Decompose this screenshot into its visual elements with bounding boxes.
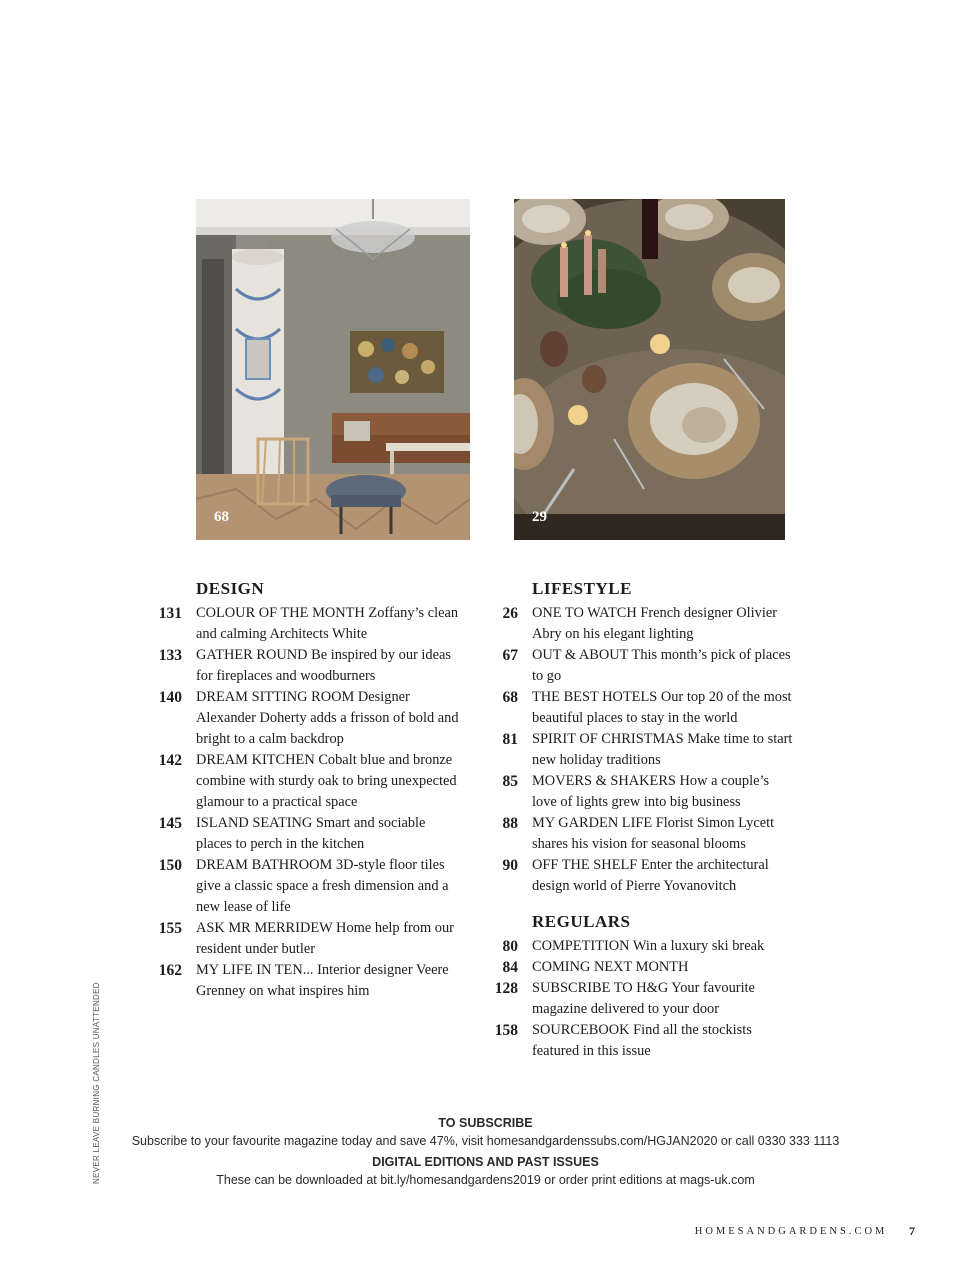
entry-text: GATHER ROUND Be inspired by our ideas for fireplaces and woodburners	[196, 647, 452, 684]
contents-entry[interactable]	[140, 603, 460, 645]
page-number: 7	[909, 1224, 915, 1238]
contents-entry[interactable]	[476, 771, 796, 813]
entry-text: OUT & ABOUT This month’s pick of places to go	[532, 647, 791, 684]
entry-page-number: 140	[158, 689, 182, 706]
digital-text: These can be downloaded at bit.ly/homesandgardens2019 or order print editions at mags-uk.com	[216, 1173, 755, 1187]
entry-page-number: 145	[158, 815, 182, 832]
subscribe-text: Subscribe to your favourite magazine today and save 47%, visit homesandgardenssubs.com/HGJAN2020 or call 0330 333 1113	[131, 1134, 840, 1148]
digital-editions-block	[0, 1153, 971, 1189]
entry-page-number: 142	[158, 752, 182, 769]
entry-page-number: 133	[158, 647, 182, 664]
regulars-entries	[476, 936, 796, 1062]
design-entries	[140, 603, 460, 1002]
entry-text: SOURCEBOOK Find all the stockists featured in this issue	[532, 1022, 752, 1059]
entry-text: THE BEST HOTELS Our top 20 of the most beautiful places to stay in the world	[532, 689, 792, 726]
christmas-table-illustration	[514, 199, 785, 540]
lifestyle-regulars-section	[476, 578, 796, 1062]
entry-text: OFF THE SHELF Enter the architectural design world of Pierre Yovanovitch	[532, 857, 769, 894]
entry-page-number: 81	[502, 731, 518, 748]
entry-page-number: 68	[502, 689, 518, 706]
contents-entry[interactable]	[476, 936, 796, 957]
entry-text: MOVERS & SHAKERS How a couple’s love of lights grew into big business	[532, 773, 770, 810]
contents-entry[interactable]	[140, 960, 460, 1002]
entry-page-number: 84	[502, 959, 518, 976]
entry-text: COLOUR OF THE MONTH Zoffany’s clean and calming Architects White	[196, 605, 459, 642]
contents-entry[interactable]	[140, 645, 460, 687]
entry-page-number: 150	[158, 857, 182, 874]
photo-page-number: 29	[532, 509, 547, 525]
contents-entry[interactable]	[476, 978, 796, 1020]
footer-site-url[interactable]: HOMESANDGARDENS.COM	[694, 1226, 888, 1237]
entry-text: DREAM SITTING ROOM Designer Alexander Doherty adds a frisson of bold and bright to a calm backdrop	[196, 689, 459, 747]
living-room-photo	[196, 199, 470, 540]
contents-entry[interactable]	[140, 855, 460, 918]
entry-page-number: 88	[502, 815, 518, 832]
entry-page-number: 131	[158, 605, 182, 622]
entry-text: SPIRIT OF CHRISTMAS Make time to start new holiday traditions	[532, 731, 793, 768]
contents-entry[interactable]	[476, 729, 796, 771]
digital-heading: DIGITAL EDITIONS AND PAST ISSUES	[372, 1155, 599, 1169]
entry-text: ISLAND SEATING Smart and sociable places to perch in the kitchen	[196, 815, 426, 852]
section-heading-regulars: REGULARS	[532, 912, 631, 931]
entry-text: MY GARDEN LIFE Florist Simon Lycett shares his vision for seasonal blooms	[532, 815, 775, 852]
contents-entry[interactable]	[476, 813, 796, 855]
lifestyle-entries	[476, 603, 796, 897]
entry-page-number: 85	[502, 773, 518, 790]
living-room-illustration	[196, 199, 470, 540]
contents-entry[interactable]	[140, 750, 460, 813]
contents-entry[interactable]	[476, 687, 796, 729]
candle-warning-note: NEVER LEAVE BURNING CANDLES UNATTENDED	[92, 982, 101, 1184]
entry-text: ASK MR MERRIDEW Home help from our resident under butler	[196, 920, 454, 957]
contents-entry[interactable]	[476, 603, 796, 645]
contents-entry[interactable]	[140, 813, 460, 855]
entry-page-number: 158	[494, 1022, 518, 1039]
entry-text: COMING NEXT MONTH	[532, 959, 689, 975]
entry-page-number: 90	[502, 857, 518, 874]
entry-page-number: 162	[158, 962, 182, 979]
footer-site	[695, 1226, 915, 1237]
contents-entry[interactable]	[476, 645, 796, 687]
photo-page-number: 68	[214, 509, 229, 525]
contents-entry[interactable]	[476, 1020, 796, 1062]
entry-text: MY LIFE IN TEN... Interior designer Veere Grenney on what inspires him	[196, 962, 449, 999]
entry-page-number: 128	[494, 980, 518, 997]
contents-entry[interactable]	[140, 687, 460, 750]
entry-text: DREAM KITCHEN Cobalt blue and bronze combine with sturdy oak to bring unexpected glamour to a practical space	[196, 752, 457, 810]
design-section	[140, 578, 460, 1002]
entry-text: DREAM BATHROOM 3D-style floor tiles give a classic space a fresh dimension and a new lease of life	[196, 857, 449, 915]
section-heading-lifestyle: LIFESTYLE	[532, 579, 632, 598]
entry-page-number: 67	[502, 647, 518, 664]
subscribe-heading: TO SUBSCRIBE	[438, 1116, 533, 1130]
entry-page-number: 26	[502, 605, 518, 622]
subscribe-block	[0, 1114, 971, 1150]
entry-page-number: 80	[502, 938, 518, 955]
contents-entry[interactable]	[476, 957, 796, 978]
entry-text: COMPETITION Win a luxury ski break	[532, 938, 765, 954]
contents-entry[interactable]	[140, 918, 460, 960]
contents-entry[interactable]	[476, 855, 796, 897]
christmas-table-photo	[514, 199, 785, 540]
entry-text: SUBSCRIBE TO H&G Your favourite magazine delivered to your door	[532, 980, 755, 1017]
section-heading-design: DESIGN	[196, 579, 265, 598]
entry-text: ONE TO WATCH French designer Olivier Abry on his elegant lighting	[532, 605, 778, 642]
entry-page-number: 155	[158, 920, 182, 937]
